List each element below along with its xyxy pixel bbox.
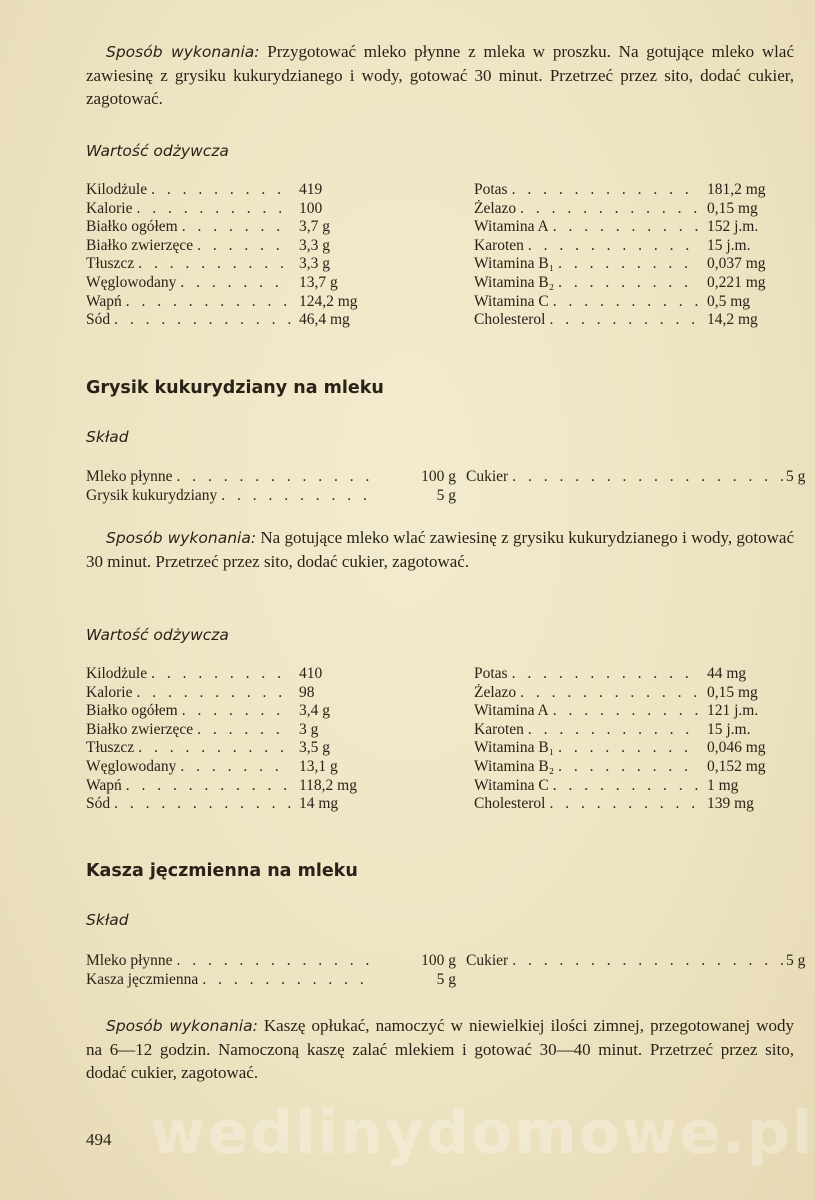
nutrient-value: 152 j.m.	[707, 218, 759, 236]
nutrient-name: Węglowodany	[86, 273, 177, 291]
nutrient-name: Potas	[474, 181, 508, 198]
leader-dots	[122, 293, 291, 312]
nutrient-name-cell	[474, 255, 699, 274]
leader-dots	[132, 684, 291, 703]
nutrient-value: 0,15 mg	[707, 683, 758, 701]
nutrient-value: 0,15 mg	[707, 199, 758, 217]
nutrient-value: 0,5 mg	[707, 292, 751, 310]
nutrition-row	[86, 181, 794, 200]
nutrient-name-cell	[474, 702, 699, 721]
nutrient-name: Witamina A	[474, 218, 549, 236]
ingredient-amount: 100 g	[421, 468, 456, 485]
leader-dots	[176, 274, 291, 293]
nutrition-row	[86, 665, 794, 684]
leader-dots	[549, 702, 699, 721]
nutrient-name-cell	[86, 739, 291, 758]
nutrient-value: 3 g	[299, 720, 319, 738]
nutrient-name-cell	[474, 274, 699, 293]
nutrient-name: Wapń	[86, 776, 122, 794]
nutrient-name: Białko zwierzęce	[86, 720, 194, 738]
leader-dots	[198, 971, 376, 990]
nutrition-row	[86, 293, 794, 312]
leader-dots	[545, 311, 699, 330]
nutrient-name: Kilodżule	[86, 665, 148, 682]
leader-dots	[508, 468, 786, 487]
nutrient-name: Witamina C	[474, 292, 549, 310]
nutrient-name: Witamina B₂	[474, 273, 555, 291]
ingredient-row	[86, 952, 806, 971]
ingredient-row	[86, 971, 798, 990]
nutrient-name-cell	[86, 200, 291, 219]
nutrient-name-cell	[474, 795, 699, 814]
nutrient-name: Tłuszcz	[86, 739, 135, 757]
ingredient-name: Grysik kukurydziany	[86, 486, 218, 504]
leader-dots	[508, 665, 699, 684]
ingredient-row	[86, 487, 798, 506]
nutrition-row	[86, 721, 794, 740]
nutrient-name: Witamina A	[474, 702, 549, 720]
nutrient-value: 3,7 g	[299, 218, 330, 236]
nutrient-value: 13,1 g	[299, 757, 338, 775]
nutrient-name-cell	[86, 721, 291, 740]
nutrition-row	[86, 237, 794, 256]
nutrient-value: 13,7 g	[299, 273, 338, 291]
nutrient-value: 44 mg	[707, 665, 747, 682]
leader-dots	[193, 237, 291, 256]
ingredient-name: Mleko płynne	[86, 468, 173, 485]
ingredient-name-cell	[86, 487, 376, 506]
nutrient-name: Białko ogółem	[86, 702, 178, 720]
nutrient-value: 15 j.m.	[707, 720, 751, 738]
method-paragraph-3	[86, 1014, 794, 1084]
ingredient-name-cell	[86, 952, 376, 971]
nutrient-name-cell	[86, 795, 291, 814]
leader-dots	[554, 758, 699, 777]
method-label: Sposób wykonania:	[106, 1017, 258, 1035]
leader-dots	[217, 487, 376, 506]
recipe-heading-corn-grits: Grysik kukurydziany na mleku	[86, 378, 384, 398]
nutrient-value: 100	[299, 199, 323, 217]
nutrient-value: 124,2 mg	[299, 292, 358, 310]
recipe-heading-barley: Kasza jęczmienna na mleku	[86, 861, 358, 881]
nutrient-name-cell	[86, 758, 291, 777]
ingredient-name-cell	[466, 468, 786, 487]
nutrient-name-cell	[474, 200, 699, 219]
ingredient-amount: 5 g	[436, 486, 456, 504]
leader-dots	[178, 702, 291, 721]
ingredient-amount: 5 g	[786, 468, 806, 485]
nutrition-title-1: Wartość odżywcza	[86, 142, 229, 160]
nutrient-name-cell	[86, 702, 291, 721]
leader-dots	[147, 181, 291, 200]
ingredients-table-3	[86, 952, 806, 989]
nutrient-name: Witamina B₁	[474, 739, 555, 757]
leader-dots	[134, 255, 291, 274]
ingredient-name-cell	[86, 468, 376, 487]
leader-dots	[134, 739, 291, 758]
nutrient-name: Tłuszcz	[86, 255, 135, 273]
nutrient-name-cell	[474, 777, 699, 796]
nutrient-name-cell	[86, 181, 291, 200]
nutrient-value: 3,5 g	[299, 739, 330, 757]
nutrient-name: Kilodżule	[86, 181, 148, 198]
nutrition-title-2: Wartość odżywcza	[86, 626, 229, 644]
nutrient-value: 98	[299, 683, 315, 701]
nutrient-value: 1 mg	[707, 776, 739, 794]
page-number: 494	[86, 1130, 112, 1149]
nutrient-name: Żelazo	[474, 199, 517, 217]
composition-title-2: Skład	[86, 428, 129, 446]
nutrient-value: 0,152 mg	[707, 757, 766, 775]
nutrient-name-cell	[86, 684, 291, 703]
leader-dots	[549, 218, 699, 237]
leader-dots	[110, 795, 291, 814]
nutrient-value: 3,3 g	[299, 255, 330, 273]
nutrient-value: 46,4 mg	[299, 311, 350, 329]
ingredient-name: Mleko płynne	[86, 952, 173, 969]
nutrient-name-cell	[474, 218, 699, 237]
nutrition-row	[86, 200, 794, 219]
leader-dots	[554, 255, 699, 274]
nutrient-name-cell	[86, 255, 291, 274]
ingredient-row	[86, 468, 806, 487]
ingredient-name-cell	[466, 952, 786, 971]
nutrient-value: 3,4 g	[299, 702, 330, 720]
method-text: Na gotujące mleko wlać zawiesinę z grysiku kukurydzianego i wody, gotować 30 minut. Przetrzeć przez sito, dodać cukier, zagotować.	[86, 528, 795, 571]
leader-dots	[549, 293, 699, 312]
leader-dots	[508, 181, 699, 200]
nutrition-table-1	[86, 181, 794, 330]
leader-dots	[173, 468, 376, 487]
ingredient-amount: 100 g	[421, 952, 456, 969]
ingredient-name: Kasza jęczmienna	[86, 970, 199, 988]
nutrient-value: 14 mg	[299, 795, 339, 813]
method-text: Przygotować mleko płynne z mleka w proszku. Na gotujące mleko wlać zawiesinę z grysiku kukurydzianego i wody, gotować 30 minut. Przetrzeć przez sito, dodać cukier, zagotować.	[86, 42, 794, 108]
leader-dots	[176, 758, 291, 777]
leader-dots	[524, 237, 699, 256]
method-label: Sposób wykonania:	[106, 529, 257, 547]
watermark: wedlinydomowe.pl	[150, 1098, 815, 1168]
ingredient-name: Cukier	[466, 952, 509, 969]
nutrient-name: Karoten	[474, 236, 524, 254]
nutrition-row	[86, 739, 794, 758]
nutrition-row	[86, 758, 794, 777]
nutrient-name-cell	[86, 274, 291, 293]
leader-dots	[549, 777, 699, 796]
method-text: Kaszę opłukać, namoczyć w niewielkiej ilości zimnej, przegotowanej wody na 6—12 godzin. Namoczoną kaszę zalać mlekiem i gotować 30—40 minut. Przetrzeć przez sito, dodać cukier, zagotować.	[86, 1016, 794, 1082]
nutrient-name: Karoten	[474, 720, 524, 738]
nutrient-value: 181,2 mg	[707, 181, 766, 198]
nutrient-name-cell	[474, 293, 699, 312]
nutrient-name: Wapń	[86, 292, 122, 310]
nutrient-name-cell	[86, 311, 291, 330]
nutrient-name-cell	[474, 665, 699, 684]
nutrition-row	[86, 777, 794, 796]
method-label: Sposób wykonania:	[106, 43, 260, 61]
nutrient-value: 419	[299, 181, 323, 198]
nutrient-name: Kalorie	[86, 683, 133, 701]
nutrient-name: Węglowodany	[86, 757, 177, 775]
leader-dots	[508, 952, 786, 971]
nutrient-name-cell	[474, 721, 699, 740]
leader-dots	[132, 200, 291, 219]
nutrition-row	[86, 311, 794, 330]
nutrient-name: Potas	[474, 665, 508, 682]
nutrient-value: 121 j.m.	[707, 702, 759, 720]
nutrient-name-cell	[86, 777, 291, 796]
nutrient-name: Białko ogółem	[86, 218, 178, 236]
nutrient-value: 0,046 mg	[707, 739, 766, 757]
nutrient-name: Cholesterol	[474, 795, 546, 813]
leader-dots	[193, 721, 291, 740]
nutrition-row	[86, 218, 794, 237]
ingredient-amount: 5 g	[786, 952, 806, 969]
nutrient-value: 118,2 mg	[299, 776, 357, 794]
nutrient-name: Kalorie	[86, 199, 133, 217]
nutrient-name: Witamina B₁	[474, 255, 555, 273]
nutrient-value: 139 mg	[707, 795, 754, 813]
nutrition-row	[86, 684, 794, 703]
ingredients-table-2	[86, 468, 806, 505]
composition-title-3: Skład	[86, 911, 129, 929]
nutrient-value: 14,2 mg	[707, 311, 758, 329]
nutrient-name-cell	[86, 665, 291, 684]
nutrient-name-cell	[474, 758, 699, 777]
nutrient-name: Żelazo	[474, 683, 517, 701]
nutrient-value: 410	[299, 665, 323, 682]
leader-dots	[110, 311, 291, 330]
ingredient-amount: 5 g	[436, 970, 456, 988]
nutrition-row	[86, 255, 794, 274]
nutrient-value: 0,037 mg	[707, 255, 766, 273]
nutrient-value: 3,3 g	[299, 236, 330, 254]
nutrient-value: 15 j.m.	[707, 236, 751, 254]
nutrition-row	[86, 702, 794, 721]
leader-dots	[178, 218, 291, 237]
nutrient-name: Cholesterol	[474, 311, 546, 329]
nutrient-name-cell	[86, 218, 291, 237]
ingredient-name-cell	[86, 971, 376, 990]
leader-dots	[554, 739, 699, 758]
nutrient-name: Sód	[86, 795, 111, 813]
nutrition-row	[86, 274, 794, 293]
nutrient-name-cell	[86, 237, 291, 256]
nutrient-name: Sód	[86, 311, 111, 329]
leader-dots	[147, 665, 291, 684]
nutrient-name-cell	[474, 181, 699, 200]
leader-dots	[173, 952, 376, 971]
method-paragraph-2	[86, 526, 794, 573]
nutrient-name: Witamina B₂	[474, 757, 555, 775]
leader-dots	[554, 274, 699, 293]
leader-dots	[516, 200, 699, 219]
nutrient-name: Białko zwierzęce	[86, 236, 194, 254]
method-paragraph-1	[86, 40, 794, 110]
leader-dots	[516, 684, 699, 703]
nutrition-table-2	[86, 665, 794, 814]
nutrient-name-cell	[474, 237, 699, 256]
nutrient-name-cell	[474, 311, 699, 330]
nutrient-name-cell	[474, 684, 699, 703]
nutrient-name-cell	[86, 293, 291, 312]
leader-dots	[545, 795, 699, 814]
nutrition-row	[86, 795, 794, 814]
leader-dots	[524, 721, 699, 740]
nutrient-name: Witamina C	[474, 776, 549, 794]
leader-dots	[122, 777, 291, 796]
nutrient-name-cell	[474, 739, 699, 758]
nutrient-value: 0,221 mg	[707, 273, 766, 291]
ingredient-name: Cukier	[466, 468, 509, 485]
